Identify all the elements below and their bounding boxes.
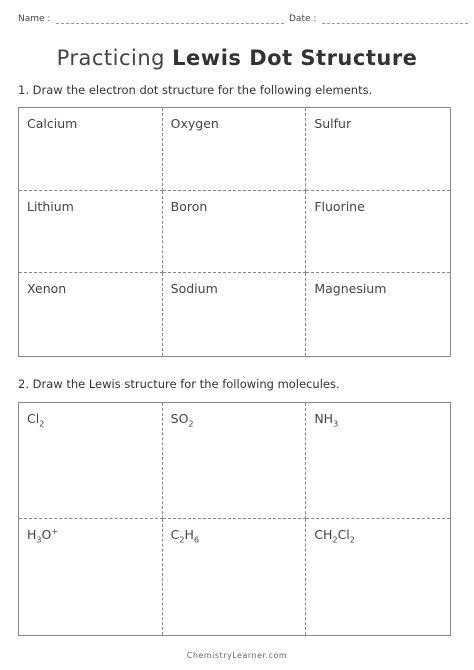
molecule-cell[interactable] — [19, 519, 163, 635]
elements-grid — [18, 107, 451, 357]
name-line[interactable] — [56, 15, 284, 24]
element-cell[interactable] — [306, 108, 450, 191]
element-label: Boron — [170, 198, 208, 214]
element-cell[interactable] — [306, 191, 450, 274]
element-cell[interactable] — [306, 273, 450, 356]
molecule-cell[interactable] — [19, 403, 163, 519]
date-label: Date : — [289, 14, 317, 24]
element-label: Sodium — [170, 281, 218, 297]
molecule-formula: $C_2H_6$ — [170, 527, 199, 545]
element-label: Sulfur — [314, 116, 352, 131]
name-label: Name : — [18, 14, 51, 24]
molecule-formula: $SO_2$ — [170, 411, 194, 429]
element-cell[interactable] — [19, 191, 163, 274]
title-bold: Lewis Dot Structure — [172, 46, 418, 70]
molecule-cell[interactable] — [306, 519, 450, 635]
element-label: Magnesium — [314, 281, 387, 297]
page-title — [0, 46, 474, 70]
molecule-formula: $H_3O^+$ — [27, 527, 59, 545]
element-cell[interactable] — [163, 273, 307, 356]
element-label: Fluorine — [314, 198, 365, 214]
molecule-cell[interactable] — [306, 403, 450, 519]
footer-credit: ChemistryLearner.com — [186, 651, 288, 660]
molecule-cell[interactable] — [163, 519, 307, 635]
date-line[interactable] — [322, 15, 468, 24]
name-field[interactable] — [18, 14, 284, 24]
element-label: Xenon — [27, 281, 67, 297]
question-1: 1. Draw the electron dot structure for the following elements. — [18, 83, 373, 97]
molecule-formula: $Cl_2$ — [27, 411, 45, 429]
title-prefix: Practicing — [56, 46, 173, 70]
element-cell[interactable] — [19, 273, 163, 356]
molecule-formula: $CH_2Cl_2$ — [314, 527, 355, 545]
element-label: Calcium — [27, 116, 78, 131]
molecule-cell[interactable] — [163, 403, 307, 519]
molecule-formula: $NH_3$ — [314, 411, 339, 429]
element-cell[interactable] — [163, 108, 307, 191]
date-field[interactable] — [289, 14, 468, 24]
element-cell[interactable] — [163, 191, 307, 274]
element-cell[interactable] — [19, 108, 163, 191]
question-2: 2. Draw the Lewis structure for the following molecules. — [18, 377, 340, 391]
molecules-grid — [18, 402, 451, 636]
element-label: Lithium — [27, 198, 74, 214]
element-label: Oxygen — [170, 116, 219, 131]
